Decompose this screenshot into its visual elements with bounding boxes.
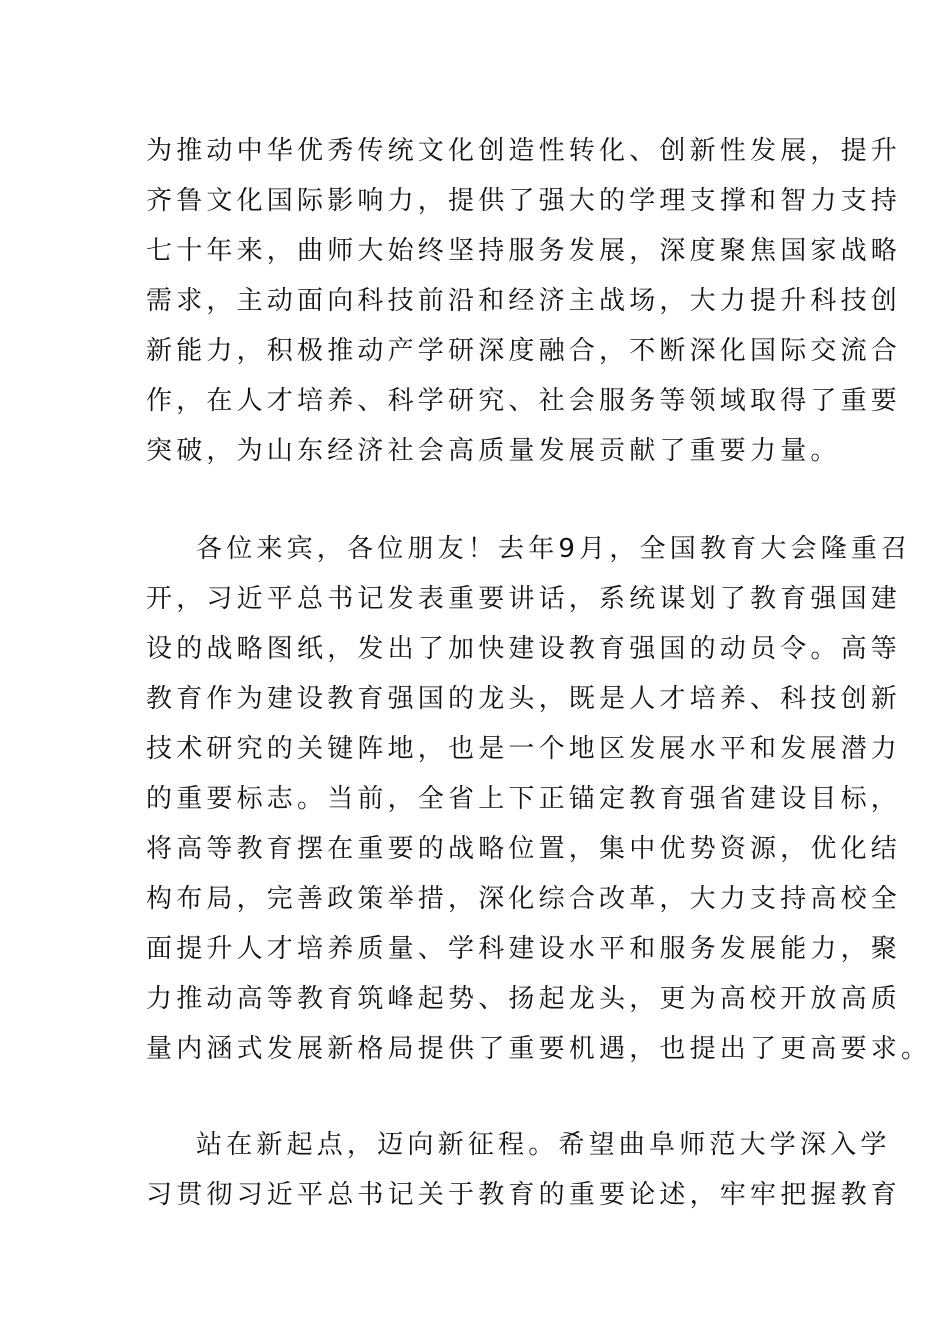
paragraph-2-line-1: 各位来宾，各位朋友！去年9月，全国教育大会隆重召 [196, 534, 912, 564]
paragraph-1-line-6: 作，在人才培养、科学研究、社会服务等领域取得了重要 [146, 386, 902, 416]
paragraph-2-line-6: 的重要标志。当前，全省上下正锚定教育强省建设目标， [146, 784, 902, 814]
paragraph-2-line-8: 构布局，完善政策举措，深化综合改革，大力支持高校全 [146, 884, 902, 914]
paragraph-2-line-11: 量内涵式发展新格局提供了重要机遇，也提出了更高要求。 [146, 1034, 932, 1064]
paragraph-2-line-9: 面提升人才培养质量、学科建设水平和服务发展能力，聚 [146, 934, 902, 964]
paragraph-2-line-2: 开，习近平总书记发表重要讲话，系统谋划了教育强国建 [146, 584, 902, 614]
paragraph-1-line-7: 突破，为山东经济社会高质量发展贡献了重要力量。 [146, 436, 841, 466]
paragraph-3-line-2: 习贯彻习近平总书记关于教育的重要论述，牢牢把握教育 [146, 1180, 902, 1210]
paragraph-2-line-3: 设的战略图纸，发出了加快建设教育强国的动员令。高等 [146, 634, 902, 664]
paragraph-1-line-2: 齐鲁文化国际影响力，提供了强大的学理支撑和智力支持 [146, 186, 902, 216]
paragraph-1-line-3: 七十年来，曲师大始终坚持服务发展，深度聚焦国家战略 [146, 236, 902, 266]
paragraph-1-line-4: 需求，主动面向科技前沿和经济主战场，大力提升科技创 [146, 286, 902, 316]
paragraph-2-line-10: 力推动高等教育筑峰起势、扬起龙头，更为高校开放高质 [146, 984, 902, 1014]
paragraph-2-line-5: 技术研究的关键阵地，也是一个地区发展水平和发展潜力 [146, 734, 902, 764]
paragraph-2-line-7: 将高等教育摆在重要的战略位置，集中优势资源，优化结 [146, 834, 902, 864]
paragraph-1-line-1: 为推动中华优秀传统文化创造性转化、创新性发展，提升 [146, 136, 902, 166]
paragraph-2-line-4: 教育作为建设教育强国的龙头，既是人才培养、科技创新 [146, 684, 902, 714]
paragraph-1-line-5: 新能力，积极推动产学研深度融合，不断深化国际交流合 [146, 336, 902, 366]
paragraph-3-line-1: 站在新起点，迈向新征程。希望曲阜师范大学深入学 [196, 1130, 891, 1160]
